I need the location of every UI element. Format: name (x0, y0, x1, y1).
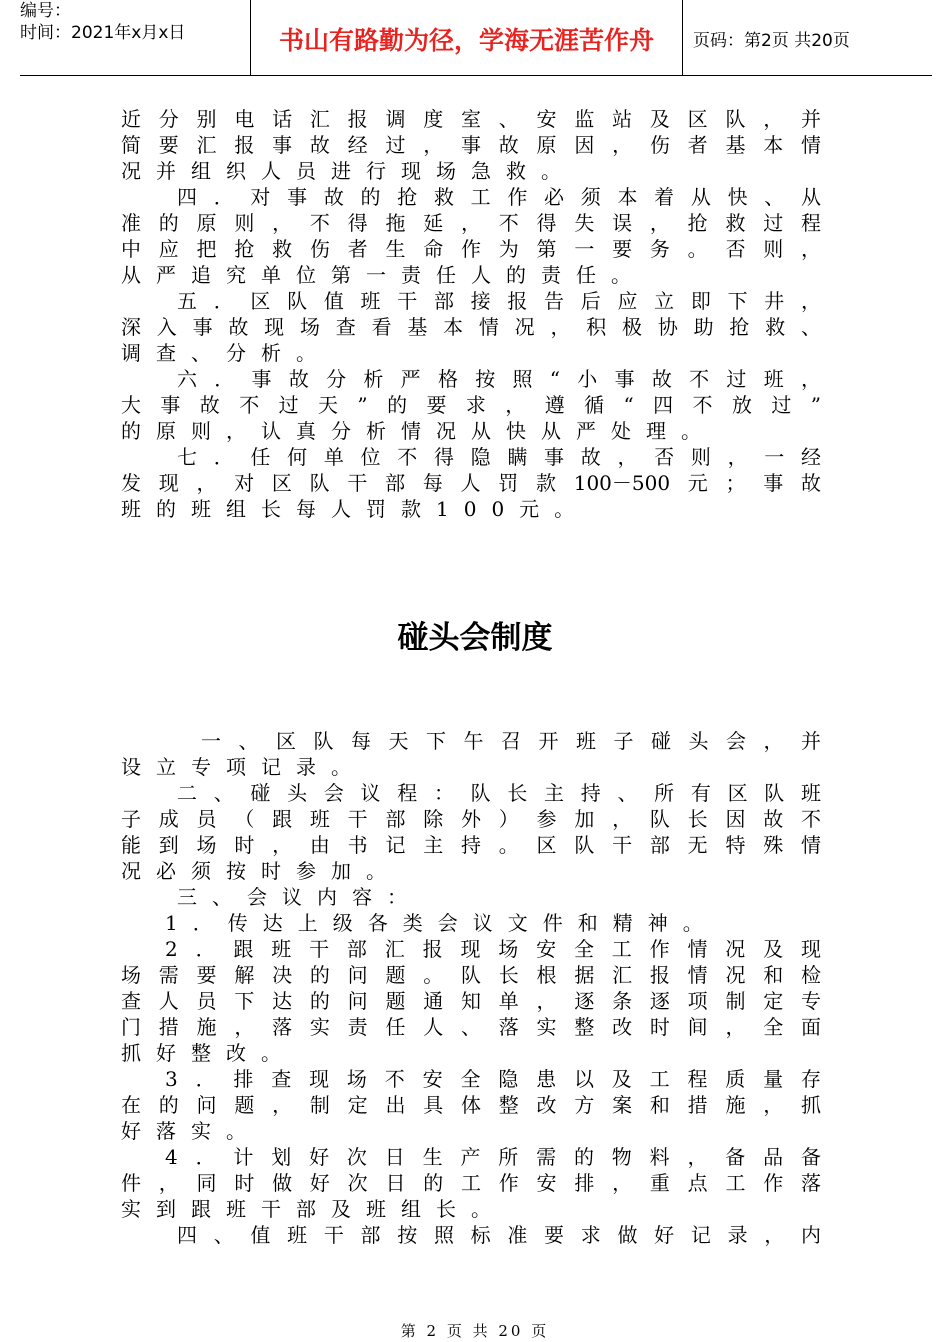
paragraph-line: 从严追究单位第一责任人的责任。 (121, 263, 646, 287)
paragraph-line: 的原则，认真分析情况从快从严处理。 (121, 419, 716, 443)
section-accident-rules (121, 106, 821, 522)
paragraph-line: 发现，对区队干部每人罚款100－500元；事故 (121, 471, 821, 495)
section-meeting-rules (121, 728, 821, 1248)
paragraph-line: 中应把抢救伤者生命作为第一要务。否则， (121, 237, 821, 261)
page-header (20, 0, 932, 76)
header-page-number: 页码：第2页 共20页 (693, 31, 850, 51)
paragraph-line: 二、碰头会议程：队长主持、所有区队班 (177, 781, 821, 805)
paragraph-line: 好落实。 (121, 1119, 261, 1143)
paragraph-line: 4．计划好次日生产所需的物料，备品备 (165, 1145, 821, 1169)
paragraph-line: 门措施，落实责任人、落实整改时间，全面 (121, 1015, 821, 1039)
paragraph-line: 调查、分析。 (121, 341, 331, 365)
paragraph-line: 3．排查现场不安全隐患以及工程质量存 (165, 1067, 821, 1091)
paragraph-line: 准的原则，不得拖延，不得失误，抢救过程 (121, 211, 821, 235)
paragraph-line: 五．区队值班干部接报告后应立即下井， (177, 289, 821, 313)
paragraph-line: 七．任何单位不得隐瞒事故，否则，一经 (177, 445, 821, 469)
paragraph-line: 大事故不过天”的要求，遵循“四不放过” (121, 393, 821, 417)
page-footer: 第 2 页 共 20 页 (400, 1322, 550, 1340)
paragraph-line: 简要汇报事故经过，事故原因，伤者基本情 (121, 133, 821, 157)
paragraph-line: 况必须按时参加。 (121, 859, 401, 883)
header-meta-cell (20, 0, 251, 76)
paragraph-line: 四、值班干部按照标准要求做好记录，内 (177, 1223, 821, 1247)
paragraph-line: 件，同时做好次日的工作安排，重点工作落 (121, 1171, 821, 1195)
paragraph-line: 设立专项记录。 (121, 755, 366, 779)
paragraph-line: 1．传达上级各类会议文件和精神。 (165, 911, 718, 935)
paragraph-line: 班的班组长每人罚款100元。 (121, 497, 590, 521)
paragraph-line: 能到场时，由书记主持。区队干部无特殊情 (121, 833, 821, 857)
document-time-label: 时间：2021年x月x日 (20, 23, 186, 43)
paragraph-line: 一、区队每天下午召开班子碰头会，并 (201, 729, 821, 753)
paragraph-line: 查人员下达的问题通知单，逐条逐项制定专 (121, 989, 821, 1013)
paragraph-line: 近分别电话汇报调度室、安监站及区队，并 (121, 107, 821, 131)
paragraph-line: 三、会议内容： (177, 885, 422, 909)
section-title: 碰头会制度 (397, 620, 553, 656)
paragraph-line: 在的问题，制定出具体整改方案和措施，抓 (121, 1093, 821, 1117)
header-motto: 书山有路勤为径，学海无涯苦作舟 (251, 0, 683, 76)
paragraph-line: 实到跟班干部及班组长。 (121, 1197, 506, 1221)
paragraph-line: 况并组织人员进行现场急救。 (121, 159, 576, 183)
paragraph-line: 六．事故分析严格按照“小事故不过班， (177, 367, 821, 391)
paragraph-line: 场需要解决的问题。队长根据汇报情况和检 (121, 963, 821, 987)
paragraph-line: 四．对事故的抢救工作必须本着从快、从 (177, 185, 821, 209)
paragraph-line: 抓好整改。 (121, 1041, 296, 1065)
document-number-label: 编号： (20, 1, 71, 21)
paragraph-line: 深入事故现场查看基本情况，积极协助抢救、 (121, 315, 821, 339)
paragraph-line: 子成员（跟班干部除外）参加，队长因故不 (121, 807, 821, 831)
paragraph-line: 2．跟班干部汇报现场安全工作情况及现 (165, 937, 821, 961)
